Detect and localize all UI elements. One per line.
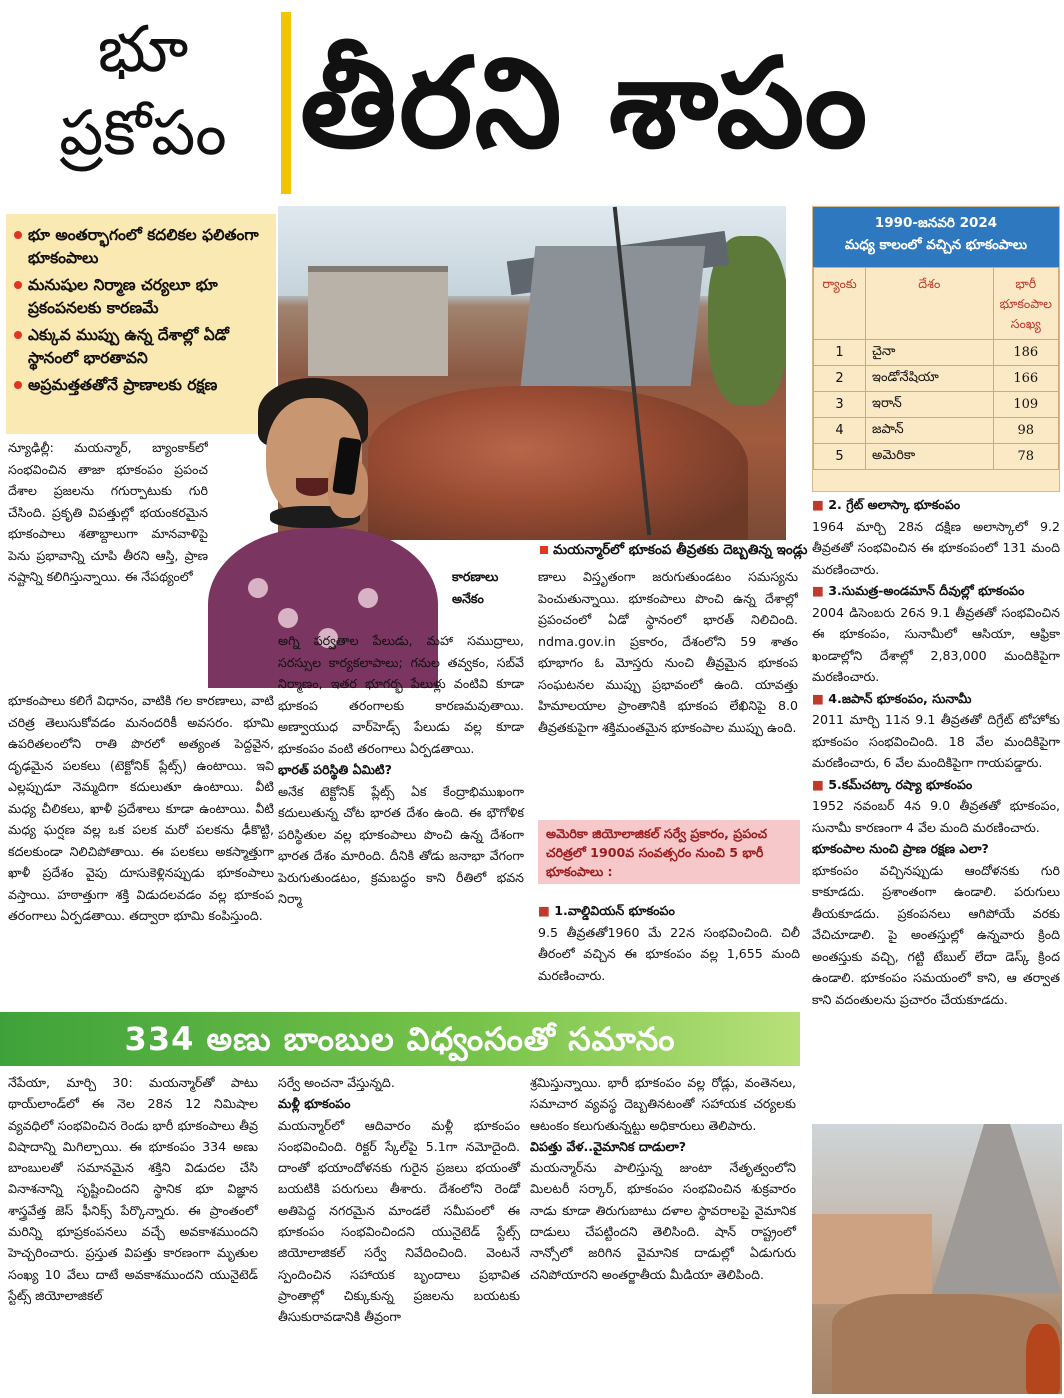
table-header-rank: ర్యాంకు — [814, 268, 866, 340]
lower-article-2: సర్వే అంచనా వేస్తున్నది. మళ్లీ భూకంపం మయన్మార్‌లో ఆదివారం మళ్లీ భూకంపం సంభవించింది. రిక్టర్ స్కేల్‌పై 5.1గా నమోదైంది. దాంతో భయాందోళనకు గురైన ప్రజలు భయంతో బయటికి పరుగులు తీశారు. దేశంలోని రెండో అతిపెద్ద నగరమైన మాండలే సమీపంలో ఈ భూకంపం సంభవించిందని యునైటెడ్ స్టేట్స్ జియోలాజికల్ సర్వే నివేదించింది. వెంటనే స్పందించిన సహాయక బృందాలు ప్రభావిత ప్రాంతాల్లో చిక్కుకున్న ప్రజలను బయటకు తీసుకురావడానికి తీవ్రంగా — [278, 1075, 520, 1325]
quake-marker-icon: ■ — [812, 776, 829, 792]
page-headline: తీరని శాపం — [300, 32, 870, 176]
kicker-line-1: భూ — [97, 13, 189, 87]
table-header-country: దేశం — [866, 268, 994, 340]
table-row: 1 చైనా 186 — [814, 340, 1059, 366]
quake-marker-icon: ■ — [538, 903, 555, 918]
quake-marker-icon: ■ — [812, 583, 829, 598]
table-header-count: భారీ భూకంపాల సంఖ్య — [993, 268, 1058, 340]
table-row: 3 ఇరాన్ 109 — [814, 392, 1059, 418]
usgs-callout: అమెరికా జియోలాజికల్ సర్వే ప్రకారం, ప్రపంచ చరిత్రలో 1900వ సంవత్సరం నుంచి 5 భారీ భూకంపాలు : — [538, 820, 800, 884]
quake-marker-icon: ■ — [812, 497, 829, 512]
bullet-dot-icon — [14, 381, 22, 389]
table-row: 5 అమెరికా 78 — [814, 444, 1059, 470]
article-body-4: ■ 2. గ్రేట్ అలాస్కా భూకంపం 1964 మార్చి 28న దక్షిణ అలాస్కాలో 9.2 తీవ్రతతో సంభవించిన ఈ భూకంపంలో 131 మంది మరణించారు. ■ 3.సుమత్ర-అండమాన్ దీవుల్లో భూకంపం 2004 డిసెంబరు 26న 9.1 తీవ్రతతో సంభవించిన ఈ భూకంపం, సునామీలో ఆసియా, ఆఫ్రికా ఖండాల్లోని దేశాల్లో 2,83,000 మందికిపైగా మరణించారు. ■ 4.జపాన్ భూకంపం, సునామీ 2011 మార్చి 11న 9.1 తీవ్రతతో దిగ్రేట్ టోహోకు భూకంపం సంభవించింది. 18 వేల మందికిపైగా మరణించారు, 6 వేల మందికిపైగా గాయపడ్డారు. ■ 5.కమ్‌చట్కా రష్యా భూకంపం 1952 నవంబర్ 4న 9.0 తీవ్రతతో భూకంపం, సునామీ కారణంగా 4 వేల మంది మరణించారు. భూకంపాల నుంచి ప్రాణ రక్షణ ఎలా? భూకంపం వచ్చినప్పుడు ఆందోళనకు గురి కాకూడదు. ప్రశాంతంగా ఉండాలి. పరుగులు తీయకూడదు. ప్రకంపనలు ఆగిపోయే వరకు వేచిచూడాలి. పై అంతస్తుల్లో ఉన్నవారు క్రింది అంతస్తుకు వచ్చి, గట్టి టేబుల్ లేదా డెస్క్ క్రింద ఉండాలి. భూకంపం సమయంలో కాని, ఆ తర్వాత కాని వదంతులను ప్రచారం చేయకూడదు. — [812, 497, 1060, 1007]
highlight-item: అప్రమత్తతతోనే ప్రాణాలకు రక్షణ — [14, 374, 270, 397]
kicker-line-2: ప్రకోపం — [59, 96, 227, 169]
table-row: 2 ఇండోనేషియా 166 — [814, 366, 1059, 392]
yellow-divider — [281, 12, 291, 194]
article-body-1: భూకంపాలు కలిగే విధానం, వాటికి గల కారణాలు, వాటి చరిత్ర తెలుసుకోవడం మనందరికీ అవసరం. భూమి ఉపరితలంలోని రాతి పొరలో అత్యంత పెద్దవైన, దృఢమైన పలకలు (టెక్టోనిక్ ప్లేట్స్) ఉంటాయి. ఇవి ఎల్లప్పుడూ నెమ్మదిగా కదులుతూ ఉంటాయి. వీటి మధ్య చీలికలు, ఖాళీ ప్రదేశాలు కూడా ఉంటాయి. వీటి మధ్య ఘర్షణ వల్ల ఒక పలక మరో పలకను ఢీకొట్టి, కదలకుండా నిలిచిపోతాయి. ఈ పలకలు అకస్మాత్తుగా ఖాళీ ప్రదేశం వైపు దూసుకెళ్లినప్పుడు భూకంపాలు వస్తాయి. హఠాత్తుగా శక్తి విడుదలవడం వల్ల భూకంప తరంగాలు ఏర్పడతాయి. తద్వారా భూమి కంపిస్తుంది. — [8, 693, 274, 923]
bullet-dot-icon — [14, 281, 22, 289]
highlight-item: భూ అంతర్భాగంలో కదలికల ఫలితంగా భూకంపాలు — [14, 224, 270, 270]
caption-marker-icon — [540, 546, 548, 554]
kicker — [8, 10, 278, 200]
lower-article-3: శ్రమిస్తున్నాయి. భారీ భూకంపం వల్ల రోడ్లు, వంతెనలు, సమాచార వ్యవస్థ దెబ్బతినటంతో సహాయక చర్యలకు ఆటంకం కలుగుతున్నట్టు అధికారులు తెలిపారు. విపత్తు వేళ..వైమానిక దాడులా? మయన్మార్‌ను పాలిస్తున్న జుంటా నేతృత్వంలోని మిలటరీ సర్కార్, భూకంపం సంభవించిన శుక్రవారం నాడు కూడా తిరుగుబాటు దళాల స్థావరాలపై వైమానిక దాడులు చేపట్టిందని తెలిసింది. షాన్ రాష్ట్రంలో నాన్సోలో జరిగిన వైమానిక దాడుల్లో ఏడుగురు చనిపోయారని అంతర్జాతీయ మీడియా తెలిపింది. — [530, 1075, 796, 1282]
earthquake-table — [812, 206, 1060, 492]
section-banner: 334 అణు బాంబుల విధ్వంసంతో సమానం — [0, 1012, 800, 1066]
highlight-item: ఎక్కువ ముప్పు ఉన్న దేశాల్లో ఏడో స్థానంలో భారతావని — [14, 324, 270, 370]
table-row: 4 జపాన్ 98 — [814, 418, 1059, 444]
bullet-dot-icon — [14, 231, 22, 239]
article-body-3: ణాలు విస్తృతంగా జరుగుతుండటం సమస్యను పెంచుతున్నాయి. భూకంపాలు పొంచి ఉన్న దేశాల్లో ప్రపంచంలో ఏడో స్థానంలో భారత్ నిలిచింది. ndma.gov.in ప్రకారం, దేశంలోని 59 శాతం భూభాగం ఓ మోస్తరు నుంచి తీవ్రమైన భూకంప సంఘటనల ముప్పు ప్రభావంలో ఉంది. యావత్తు హిమాలయాల ప్రాంతానికి భూకంప లేఖినిపై 8.0 తీవ్రతకుపైగా శక్తిమంతమైన భూకంపాల ముప్పు ఉంది. — [538, 569, 798, 735]
lower-article-1: నేపేయా, మార్చి 30: మయన్మార్‌తో పాటు థాయ్‌లాండ్‌లో ఈ నెల 28న 12 నిమిషాల వ్యవధిలో సంభవించిన రెండు భారీ భూకంపాలు తీవ్ర విషాదాన్ని మిగిల్చాయి. ఈ భూకంపం 334 అణు బాంబులతో సమానమైన శక్తిని విడుదల చేసి వినాశనాన్ని సృష్టించిందని స్థానిక భూ విజ్ఞాన శాస్త్రవేత్త జెస్ ఫీనిక్స్ పేర్కొన్నారు. ఈ ప్రాంతంలో మరిన్ని భూప్రకంపనలు వచ్చే అవకాశముందని హెచ్చరించారు. ప్రస్తుత విపత్తు కారణంగా మృతుల సంఖ్య 10 వేలు దాటే అవకాశముందని యునైటెడ్ స్టేట్స్ జియోలాజికల్ — [8, 1075, 258, 1303]
bullet-dot-icon — [14, 331, 22, 339]
photo-caption: మయన్మార్‌లో భూకంప తీవ్రతకు దెబ్బతిన్న ఇండ్లు — [540, 542, 788, 566]
article-body-2: అగ్ని పర్వతాల పేలుడు, మహా సముద్రాలు, సరస్సుల కార్యకలాపాలు; గనుల తవ్వకం, సబ్‌వే నిర్మాణం, ఇతర భూగర్భ పేలుళ్లు వంటివి కూడా భూకంప తరంగాలకు కారణమవుతాయి. అణ్వాయుధ వార్‌హెడ్స్ పేలుడు వల్ల కూడా భూకంపం వంటి తరంగాలు ఏర్పడతాయి. భారత్ పరిస్థితి ఏమిటి? అనేక టెక్టోనిక్ ప్లేట్స్ ఏక కేంద్రాభిముఖంగా కదులుతున్న చోట భారత దేశం ఉంది. ఈ భౌగోళిక పరిస్థితుల వల్ల భూకంపాలు పొంచి ఉన్న దేశంగా భారత దేశం మారింది. దీనికి తోడు జనాభా వేగంగా పెరుగుతుండటం, క్రమబద్ధం కాని రీతిలో భవన నిర్మా — [278, 633, 524, 906]
section-heading-causes: కారణాలు అనేకం — [452, 569, 499, 606]
article-intro: న్యూఢిల్లీ: మయన్మార్, బ్యాంకాక్‌లో సంభవించిన తాజా భూకంపం ప్రపంచ దేశాల ప్రజలను గగుర్పాటుకు గురి చేసింది. ప్రకృతి విపత్తుల్లో భయంకరమైన భూకంపాలు శతాబ్దాలుగా మానవాళిపై పెను ప్రభావాన్ని చూపి తీరని ఆస్తి, ప్రాణ నష్టాన్ని కలిగిస్తున్నాయి. ఈ నేపథ్యంలో — [8, 440, 208, 584]
table-title: 1990-జనవరి 2024 మధ్య కాలంలో వచ్చిన భూకంపాలు — [813, 207, 1059, 267]
quake-marker-icon: ■ — [812, 690, 829, 706]
temple-ruins-photo — [812, 1124, 1062, 1394]
highlight-item: మనుషుల నిర్మాణ చర్యలూ భూ ప్రకంపనలకు కారణమే — [14, 274, 270, 320]
quake-item-1: ■ 1.వాల్డివియన్ భూకంపం 9.5 తీవ్రతతో1960 మే 22న సంభవించింది. చిలీ తీరంలో వచ్చిన ఈ భూకంపం వల్ల 1,655 మంది మరణించారు. — [538, 903, 800, 983]
